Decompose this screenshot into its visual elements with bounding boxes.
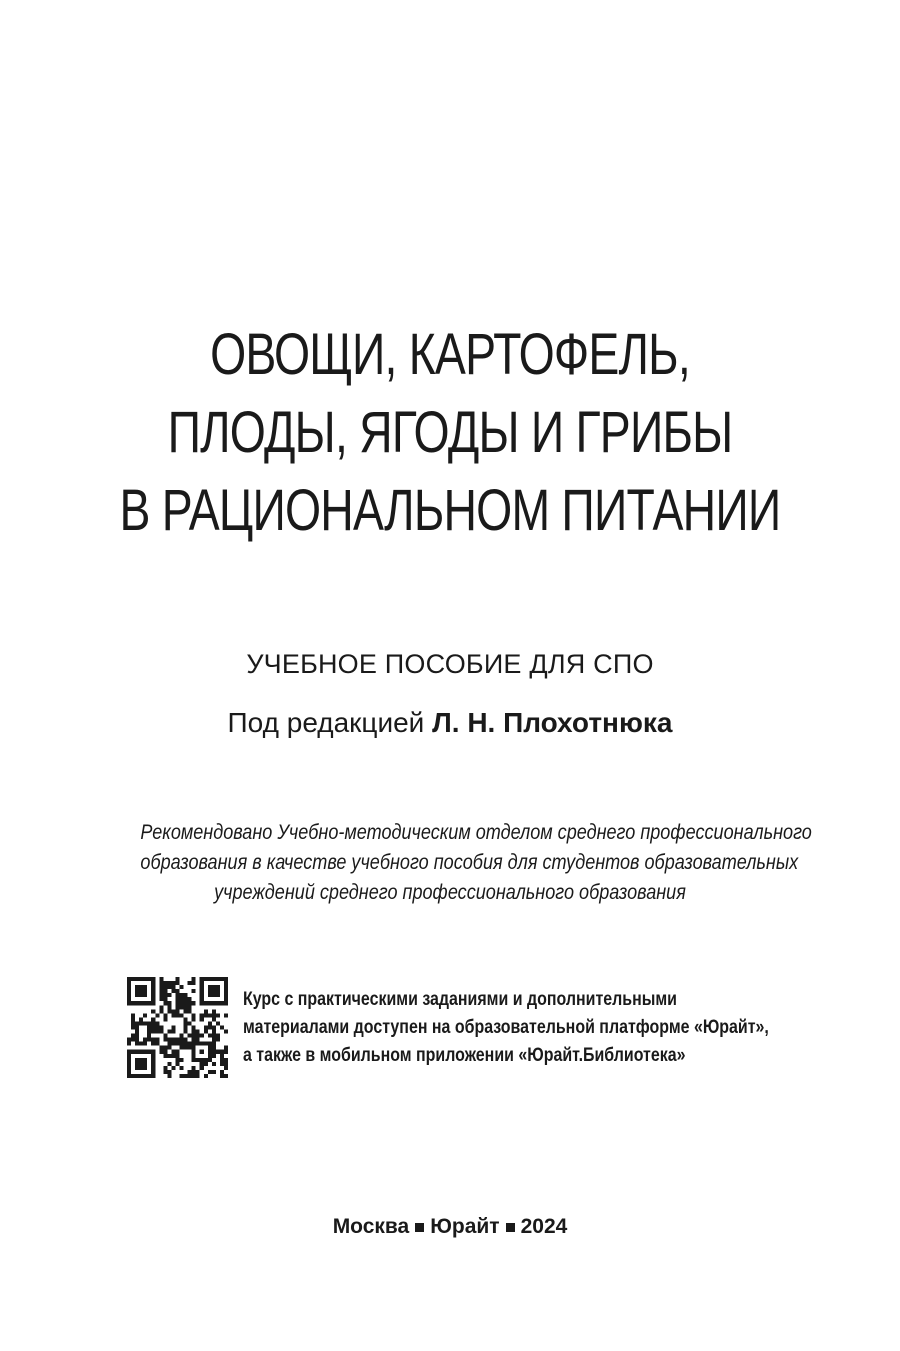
imprint bbox=[0, 1212, 900, 1242]
editor-prefix: Под редакцией bbox=[227, 707, 425, 738]
recommendation-text bbox=[90, 818, 810, 908]
book-type: УЧЕБНОЕ ПОСОБИЕ ДЛЯ СПО bbox=[246, 649, 654, 679]
editor-line bbox=[0, 704, 900, 742]
course-info bbox=[243, 986, 803, 1070]
editor-name: Л. Н. Плохотнюка bbox=[432, 707, 673, 738]
course-info-line-1: Курс с практическими заданиями и дополнительными bbox=[243, 989, 677, 1010]
qr-code-icon[interactable] bbox=[127, 977, 228, 1078]
book-title-line-3: В РАЦИОНАЛЬНОМ ПИТАНИИ bbox=[119, 478, 781, 543]
imprint-publisher: Юрайт bbox=[430, 1215, 500, 1238]
recommendation-line-2: образования в качестве учебного пособия для студентов образовательных bbox=[140, 851, 799, 874]
book-title bbox=[0, 316, 900, 550]
book-title-line-2: ПЛОДЫ, ЯГОДЫ И ГРИБЫ bbox=[167, 400, 733, 465]
square-bullet-icon bbox=[506, 1223, 515, 1232]
course-info-line-3: а также в мобильном приложении «Юрайт.Библиотека» bbox=[243, 1045, 686, 1066]
recommendation-line-3: учреждений среднего профессионального образования bbox=[214, 881, 686, 904]
recommendation-line-1: Рекомендовано Учебно-методическим отделом среднего профессионального bbox=[140, 821, 812, 844]
course-info-line-2: материалами доступен на образовательной платформе «Юрайт», bbox=[243, 1017, 769, 1038]
qr-code-graphic bbox=[127, 977, 228, 1078]
imprint-city: Москва bbox=[332, 1215, 410, 1238]
book-title-line-1: ОВОЩИ, КАРТОФЕЛЬ, bbox=[210, 322, 690, 387]
square-bullet-icon bbox=[415, 1223, 424, 1232]
imprint-year: 2024 bbox=[520, 1215, 568, 1238]
